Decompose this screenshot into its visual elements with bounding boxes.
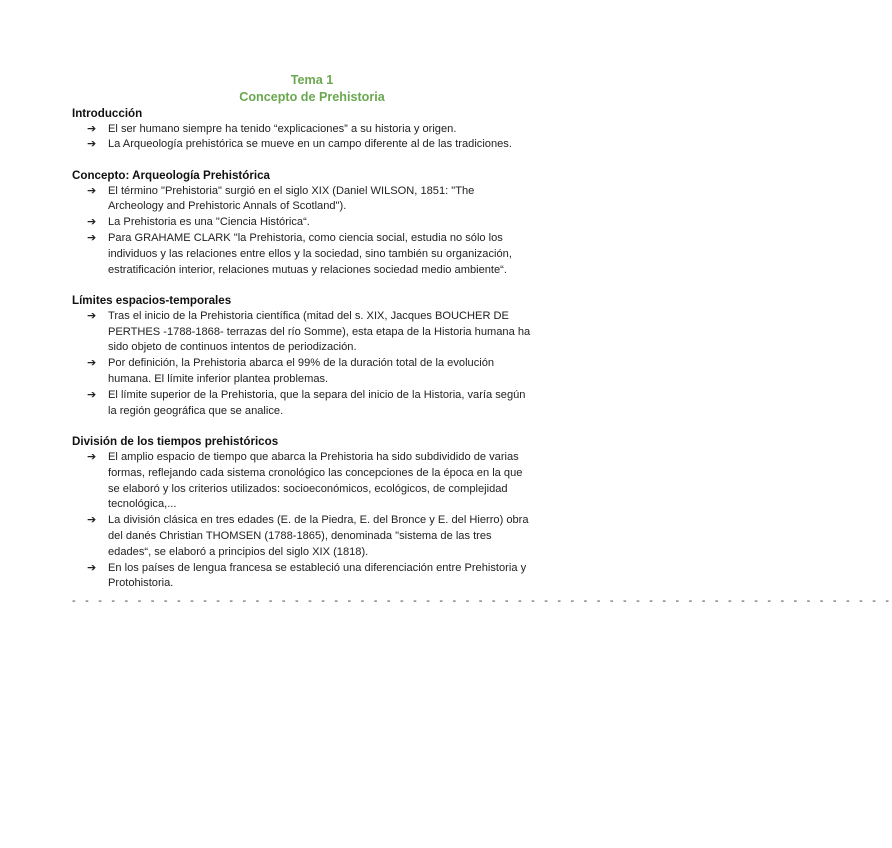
- list-item: [72, 388, 532, 420]
- title-line-2: Concepto de Prehistoria: [239, 90, 385, 104]
- list-item: [72, 356, 532, 388]
- list-item: [72, 513, 532, 560]
- list-item: [72, 215, 532, 231]
- arrow-bullet-icon: ➔: [87, 309, 97, 322]
- section: [72, 106, 532, 153]
- list-item: [72, 309, 532, 356]
- dashed-separator: - - - - - - - - - - - - - - - - - - - - - - - - - - - - - - - - - - - - - - - - - - - - - - - - - - - - - - - - - - - - - - -: [72, 595, 892, 608]
- list-item-text: El límite superior de la Prehistoria, que la separa del inicio de la Historia, varía según la región geográfica que se analice.: [108, 388, 526, 417]
- list-item-text: En los países de lengua francesa se estableció una diferenciación entre Prehistoria y Protohistoria.: [108, 561, 527, 590]
- list-item: [72, 184, 532, 216]
- section-heading: Introducción: [72, 107, 143, 120]
- arrow-bullet-icon: ➔: [87, 357, 97, 370]
- arrow-bullet-icon: ➔: [87, 138, 97, 151]
- arrow-bullet-icon: ➔: [87, 184, 97, 197]
- arrow-bullet-icon: ➔: [87, 216, 97, 229]
- bullet-list: [72, 450, 532, 592]
- list-item-text: La Arqueología prehistórica se mueve en un campo diferente al de las tradiciones.: [108, 138, 512, 151]
- bullet-list: [72, 309, 532, 420]
- list-item: [72, 561, 532, 593]
- bullet-list: [72, 184, 532, 279]
- arrow-bullet-icon: ➔: [87, 561, 97, 574]
- list-item-text: La Prehistoria es una "Ciencia Histórica“.: [108, 216, 310, 229]
- list-item-text: El amplio espacio de tiempo que abarca la Prehistoria ha sido subdividido de varias formas, reflejando cada sistema cronológico las concepciones de la época en la que se elaboró y los criterios utilizados: socioeconómicos, ecológicos, de complejidad tecnológica,...: [108, 450, 523, 511]
- document-title: [92, 72, 532, 106]
- arrow-bullet-icon: ➔: [87, 514, 97, 527]
- section-heading: Límites espacios-temporales: [72, 294, 232, 308]
- arrow-bullet-icon: ➔: [87, 388, 97, 401]
- list-item-text: Tras el inicio de la Prehistoria científica (mitad del s. XIX, Jacques BOUCHER DE PERTHES -1788-1868- terrazas del río Somme), esta etapa de la Historia humana ha sido objeto de continuos intentos de periodización.: [108, 309, 531, 354]
- section: [72, 434, 532, 592]
- list-item-text: Para GRAHAME CLARK "la Prehistoria, como ciencia social, estudia no sólo los individuos y las relaciones entre ellos y la sociedad, sino también su organización, estratificación interior, relaciones mutuas y relaciones sociedad medio ambiente“.: [108, 231, 512, 276]
- bullet-list: [72, 122, 532, 154]
- list-item: [72, 122, 532, 138]
- list-item-text: Por definición, la Prehistoria abarca el 99% de la duración total de la evolución humana. El límite inferior plantea problemas.: [108, 357, 495, 386]
- list-item: [72, 450, 532, 513]
- arrow-bullet-icon: ➔: [87, 122, 97, 135]
- list-item: [72, 137, 532, 153]
- section-heading: División de los tiempos prehistóricos: [72, 435, 279, 449]
- section: [72, 293, 532, 419]
- document-content: [72, 72, 892, 608]
- arrow-bullet-icon: ➔: [87, 450, 97, 463]
- list-item-text: El término "Prehistoria" surgió en el siglo XIX (Daniel WILSON, 1851: "The Archeology and Prehistoric Annals of Scotland").: [108, 184, 475, 213]
- list-item: [72, 231, 532, 278]
- section-heading: Concepto: Arqueología Prehistórica: [72, 169, 270, 183]
- arrow-bullet-icon: ➔: [87, 231, 97, 244]
- list-item-text: El ser humano siempre ha tenido “explicaciones” a su historia y origen.: [108, 122, 457, 135]
- sections-container: [72, 106, 532, 592]
- section: [72, 168, 532, 278]
- list-item-text: La división clásica en tres edades (E. de la Piedra, E. del Bronce y E. del Hierro) obra del danés Christian THOMSEN (1788-1865), denominada "sistema de las tres edades“, se elaboró a principios del siglo XIX (1818).: [108, 514, 529, 558]
- title-line-1: Tema 1: [290, 73, 334, 87]
